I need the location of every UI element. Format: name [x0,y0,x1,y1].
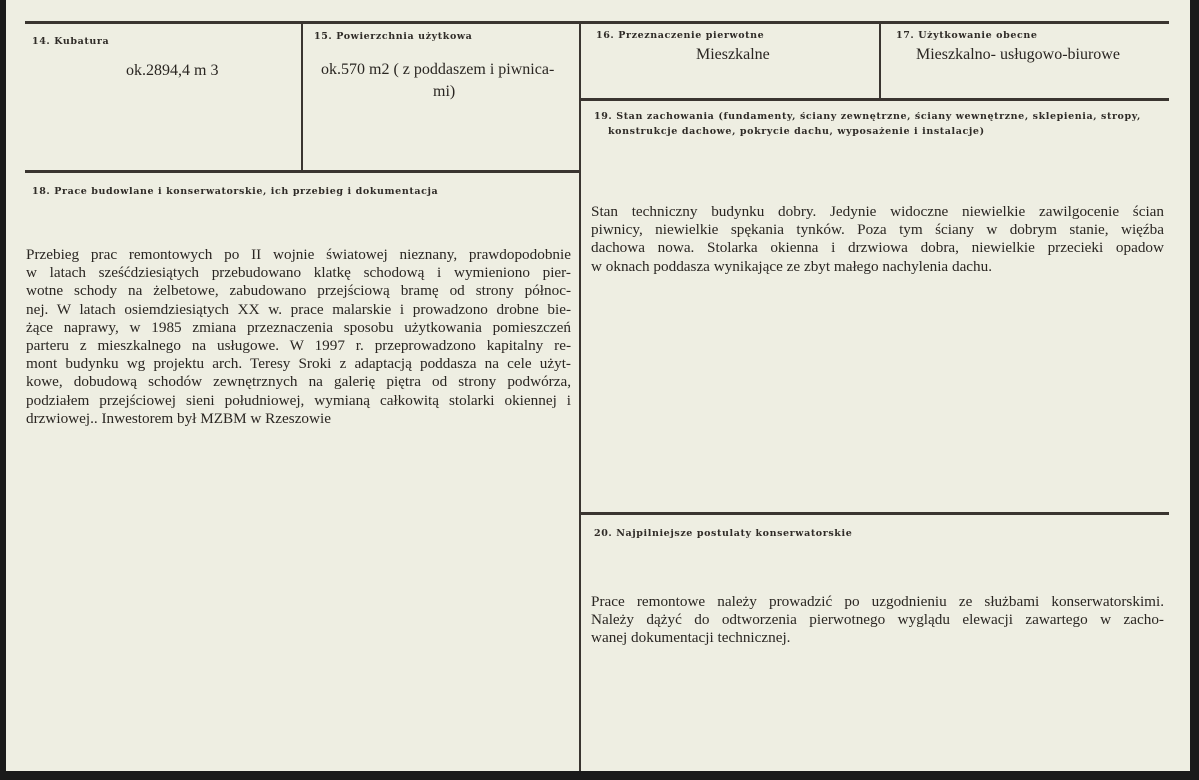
field-15-label: 15. Powierzchnia użytkowa [314,31,473,42]
field-15-value-line-1: ok.570 m2 ( z poddaszem i piwnica- [321,61,555,78]
rule-above-20 [580,512,1169,515]
field-15-value-line-2: mi) [433,83,456,100]
text-line: Stan techniczny budynku dobry. Jedynie widoczne niewielkie zawilgocenie ścian [591,203,1164,220]
rule-below-16-17 [580,98,1169,101]
text-line: żące naprawy, w 1985 zmiana przeznaczenia sposobu użytkowania pomieszczeń [26,318,571,336]
text-line: piwnicy, niewielkie spękania tynków. Poza tym ściany w dobrym stanie, więźba [591,221,1164,239]
divider-center [579,22,581,771]
field-17-label: 17. Użytkowanie obecne [896,30,1038,41]
field-14-label: 14. Kubatura [32,36,110,47]
text-line: kowe, dobudową schodów zewnętrznych na galerię piętra od strony podwórza, [26,373,571,391]
field-20-label: 20. Najpilniejsze postulaty konserwatorskie [594,528,853,539]
field-19-text [591,203,1164,276]
text-line: w oknach poddasza wynikające ze zbyt małego nachylenia dachu. [591,257,993,275]
field-18-text [26,246,571,428]
text-line: Przebieg prac remontowych po II wojnie światowej nieznany, prawdopodobnie [26,246,571,263]
text-line: dachowa nowa. Stolarka okienna i drzwiowa dobra, niewielkie przecieki opadow [591,239,1164,257]
field-17-value: Mieszkalno- usługowo-biurowe [916,46,1120,63]
inventory-card-page [6,0,1190,771]
field-19-label-line-2: konstrukcje dachowe, pokrycie dachu, wyposażenie i instalacje) [608,126,985,137]
field-18-label: 18. Prace budowlane i konserwatorskie, ich przebieg i dokumentacja [32,186,439,197]
divider-14-15 [301,22,303,172]
field-14-value: ok.2894,4 m 3 [126,62,219,79]
text-line: Prace remontowe należy prowadzić po uzgodnieniu ze służbami konserwatorskimi. [591,593,1164,610]
text-line: wotne schody na żelbetowe, zabudowano przejściową bramę od strony północ- [26,282,571,300]
field-19-label-line-1: 19. Stan zachowania (fundamenty, ściany zewnętrzne, ściany wewnętrzne, sklepienia, stropy, [594,111,1141,122]
text-line: nej. W latach osiemdziesiątych XX w. prace malarskie i prowadzono drobne bie- [26,300,571,318]
text-line: parteru z mieszkalnego na usługowe. W 1997 r. przeprowadzono kapitalny re- [26,337,571,355]
field-20-text [591,593,1164,648]
divider-16-17 [879,22,881,99]
text-line: w latach sześćdziesiątych przebudowano klatkę schodową i wymieniono pier- [26,264,571,282]
top-rule [25,21,1169,24]
text-line: Należy dążyć do odtworzenia pierwotnego wyglądu elewacji zawartego w zacho- [591,611,1164,629]
text-line: drzwiowej.. Inwestorem był MZBM w Rzeszowie [26,409,331,427]
text-line: podziałem przejściowej sieni południowej, wymianą całkowitą stolarki okiennej i [26,391,571,409]
rule-below-14-15 [25,170,581,173]
text-line: mont budynku wg projektu arch. Teresy Sroki z adaptacją poddasza na cele użyt- [26,355,571,373]
field-16-label: 16. Przeznaczenie pierwotne [596,30,765,41]
field-16-value: Mieszkalne [696,46,770,63]
text-line: wanej dokumentacji technicznej. [591,629,791,647]
